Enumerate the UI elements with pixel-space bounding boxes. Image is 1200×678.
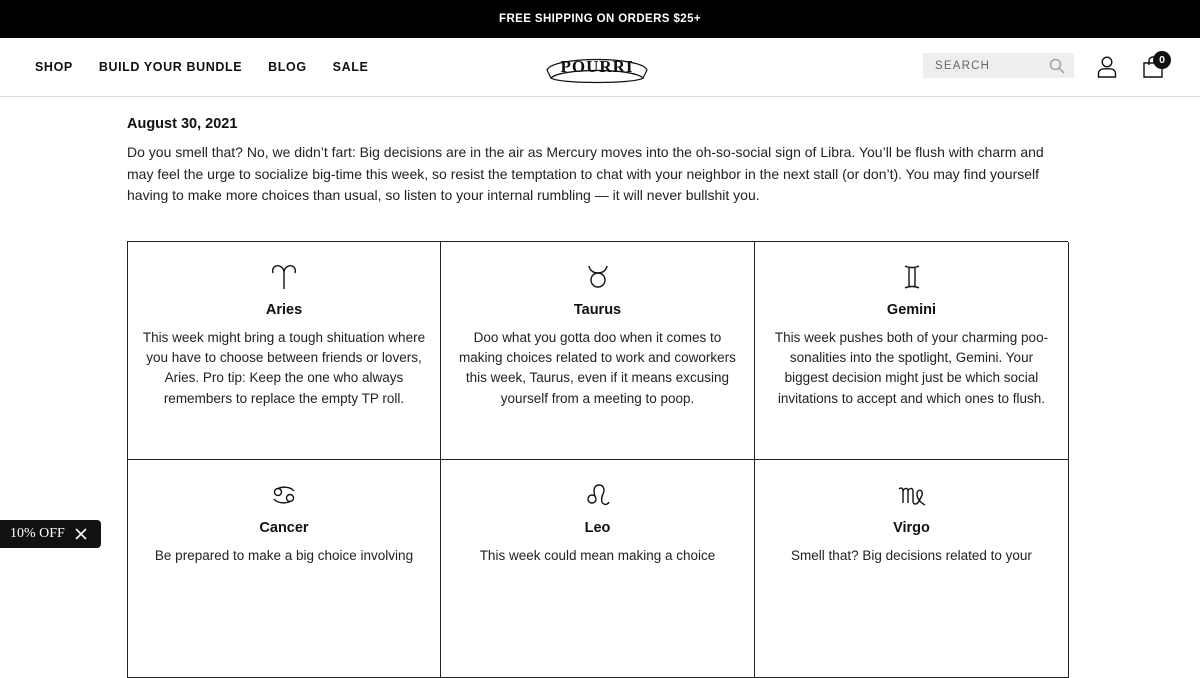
announcement-text: FREE SHIPPING ON ORDERS $25+ — [499, 13, 701, 25]
leo-icon — [584, 481, 612, 509]
close-icon[interactable] — [75, 528, 87, 540]
post-intro: Do you smell that? No, we didn’t fart: Big decisions are in the air as Mercury moves into the oh-so-social sign of Libra. You’ll be flush with charm and may feel the urge to socialize big-time this week, so resist the temptation to chat with your neighbor in the next stall (or don’t). You may find yourself having to make more choices than usual, so listen to your internal rumbling — it will never bullshit you. — [127, 144, 1044, 203]
aries-icon — [270, 263, 298, 291]
horoscope-card-cancer — [128, 460, 441, 678]
sign-text: Doo what you gotta doo when it comes to making choices related to work and coworkers this week, Taurus, even if it means excusing yourself from a meeting to poop. — [459, 330, 736, 406]
sign-name: Taurus — [573, 302, 622, 318]
discount-label: 10% OFF — [10, 526, 65, 541]
post-date: August 30, 2021 — [127, 116, 238, 132]
nav-shop[interactable]: SHOP — [35, 60, 73, 74]
pourri-logo[interactable] — [543, 48, 651, 86]
announcement-bar — [0, 0, 1200, 38]
discount-popup-tab[interactable] — [0, 520, 101, 548]
sign-text: Smell that? Big decisions related to your — [791, 548, 1032, 563]
user-icon — [1097, 56, 1117, 78]
sign-name: Virgo — [893, 520, 930, 536]
virgo-icon — [897, 481, 927, 509]
horoscope-card-leo — [441, 460, 755, 678]
post-content — [127, 116, 1068, 207]
search-icon[interactable] — [1049, 58, 1065, 74]
horoscope-card-aries — [128, 242, 441, 460]
cancer-icon — [270, 481, 298, 509]
search-box — [923, 53, 1074, 78]
sign-text: This week might bring a tough shituation where you have to choose between friends or lovers, Aries. Pro tip: Keep the one who always remembers to replace the empty TP roll. — [142, 330, 426, 406]
horoscope-card-virgo — [755, 460, 1069, 678]
sign-name: Gemini — [886, 302, 937, 318]
site-header — [0, 38, 1200, 97]
sign-text: This week pushes both of your charming poo-sonalities into the spotlight, Gemini. Your biggest decision might just be which social invitations to accept and which ones to flush. — [774, 330, 1049, 406]
sign-text: This week could mean making a choice — [479, 548, 716, 563]
sign-text: Be prepared to make a big choice involving — [154, 548, 414, 563]
horoscope-card-taurus — [441, 242, 755, 460]
cart-count-badge: 0 — [1153, 51, 1171, 69]
taurus-icon — [584, 263, 612, 291]
horoscope-grid — [127, 241, 1068, 678]
sign-name: Cancer — [259, 520, 309, 536]
main-nav — [35, 38, 368, 96]
horoscope-card-gemini — [755, 242, 1069, 460]
nav-build-your-bundle[interactable]: BUILD YOUR BUNDLE — [98, 60, 243, 74]
sign-name: Leo — [584, 520, 611, 536]
sign-name: Aries — [265, 302, 303, 318]
account-button[interactable] — [1096, 54, 1118, 80]
nav-blog[interactable]: BLOG — [268, 60, 307, 74]
nav-sale[interactable]: SALE — [332, 60, 369, 74]
search-input[interactable] — [935, 60, 1035, 72]
gemini-icon — [898, 263, 926, 291]
logo-text: POURRI — [560, 57, 634, 76]
